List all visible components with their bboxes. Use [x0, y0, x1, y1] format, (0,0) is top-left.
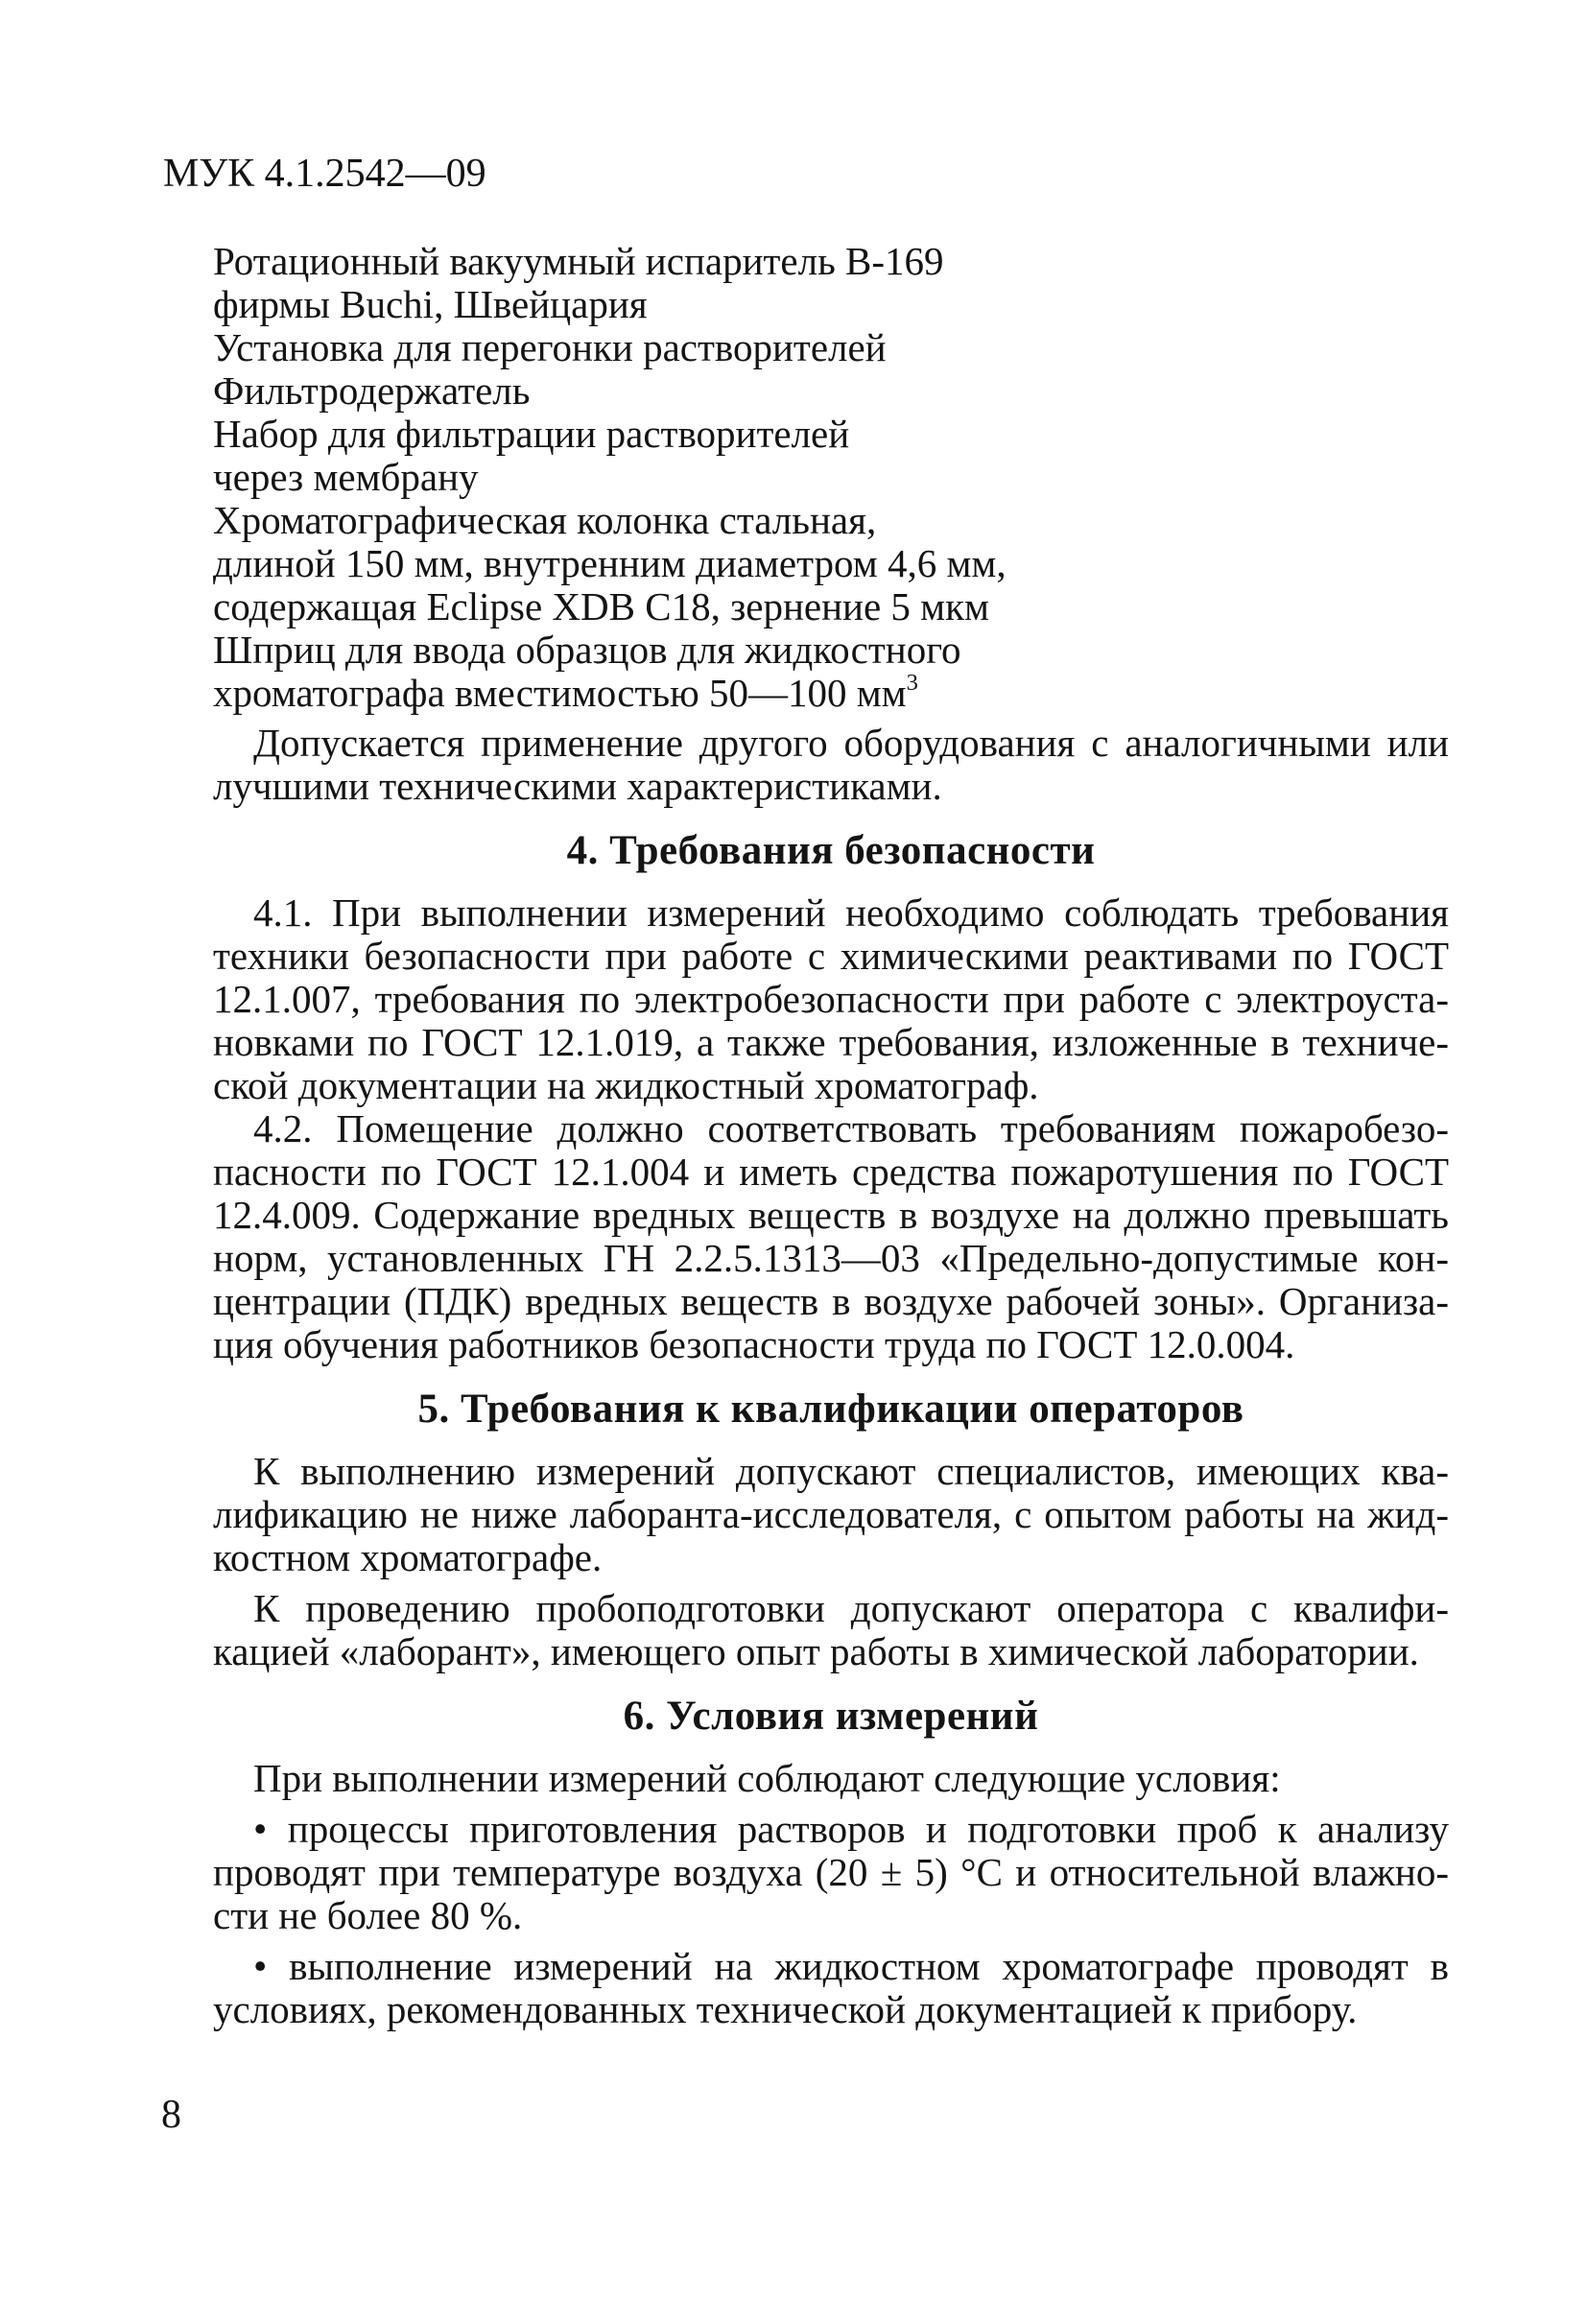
equipment-item-line: через мембрану — [213, 455, 479, 499]
equipment-item — [213, 369, 1364, 413]
equipment-item — [213, 240, 1364, 326]
equipment-item-line: фирмы Buchi, Швейцария — [213, 282, 648, 326]
superscript-unit: 3 — [906, 669, 918, 696]
section-5-paragraph-1: К выполнению измерений допускают специалистов, имеющих квалификацию не ниже лаборанта-исследователя, с опытом работы на жидкостном хроматографе. — [213, 1449, 1449, 1579]
equipment-item-line: Хроматографическая колонка стальная, — [213, 498, 877, 542]
bullet-icon: • — [253, 1807, 268, 1851]
bullet-text: процессы приготовления растворов и подготовки проб к анализу проводят при температуре воздуха (20 ± 5) °С и относительной влажности не более 80 %. — [213, 1807, 1449, 1937]
main-content — [213, 722, 1449, 2031]
page-number: 8 — [161, 2093, 181, 2137]
equipment-item — [213, 326, 1364, 369]
section-6-title: 6. Условия измерений — [623, 1694, 1039, 1739]
equipment-item-line: Ротационный вакуумный испаритель В-169 — [213, 239, 944, 283]
equipment-item — [213, 499, 1364, 628]
document-code: МУК 4.1.2542—09 — [163, 152, 486, 196]
section-6-intro: При выполнении измерений соблюдают следующие условия: — [253, 1756, 1281, 1800]
bullet-item — [213, 1945, 1449, 2031]
equipment-item-line: Установка для перегонки растворителей — [213, 325, 887, 369]
equipment-item-line: Набор для фильтрации растворителей — [213, 412, 850, 456]
equipment-item — [213, 413, 1364, 499]
section-5-title: 5. Требования к квалификации операторов — [417, 1387, 1244, 1432]
equipment-item-line: Фильтродержатель — [213, 368, 531, 413]
section-4-title: 4. Требования безопасности — [566, 828, 1096, 873]
equipment-list — [213, 240, 1364, 715]
equipment-item-line: содержащая Eclipse XDB C18, зернение 5 мкм — [213, 584, 989, 628]
section-4-paragraph-2: 4.2. Помещение должно соответствовать требованиям пожаробезопасности по ГОСТ 12.1.004 и иметь средства пожаротушения по ГОСТ 12.4.009. Содержание вредных веществ в воздухе на должно превышать норм, установленных ГН 2.2.5.1313—03 «Предельно-допустимые концентрации (ПДК) вредных веществ в воздухе рабочей зоны». Организация обучения работников безопасности труда по ГОСТ 12.0.004. — [213, 1106, 1449, 1366]
bullet-text: выполнение измерений на жидкостном хроматографе проводят в условиях, рекомендованных технической документацией к прибору. — [213, 1944, 1449, 2031]
equipment-item — [213, 628, 1364, 715]
section-4-paragraph-1: 4.1. При выполнении измерений необходимо соблюдать требования техники безопасности при работе с химическими реактивами по ГОСТ 12.1.007, требования по электробезопасности при работе с электроустановками по ГОСТ 12.1.019, а также требования, изложенные в технической документации на жидкостный хроматограф. — [213, 890, 1449, 1107]
bullet-item — [213, 1808, 1449, 1937]
section-5-paragraph-2: К проведению пробоподготовки допускают оператора с квалификацией «лаборант», имеющего опыт работы в химической лаборатории. — [213, 1586, 1449, 1673]
equipment-item-line: длиной 150 мм, внутренним диаметром 4,6 мм, — [213, 541, 1007, 585]
equipment-note: Допускается применение другого оборудования с аналогичными или лучшими техническими характеристиками. — [213, 721, 1449, 808]
equipment-item-text: хроматографа вместимостью 50—100 мм — [213, 671, 907, 715]
bullet-icon: • — [253, 1944, 268, 1988]
equipment-item-line: Шприц для ввода образцов для жидкостного — [213, 628, 961, 672]
equipment-item-line — [213, 669, 1364, 715]
